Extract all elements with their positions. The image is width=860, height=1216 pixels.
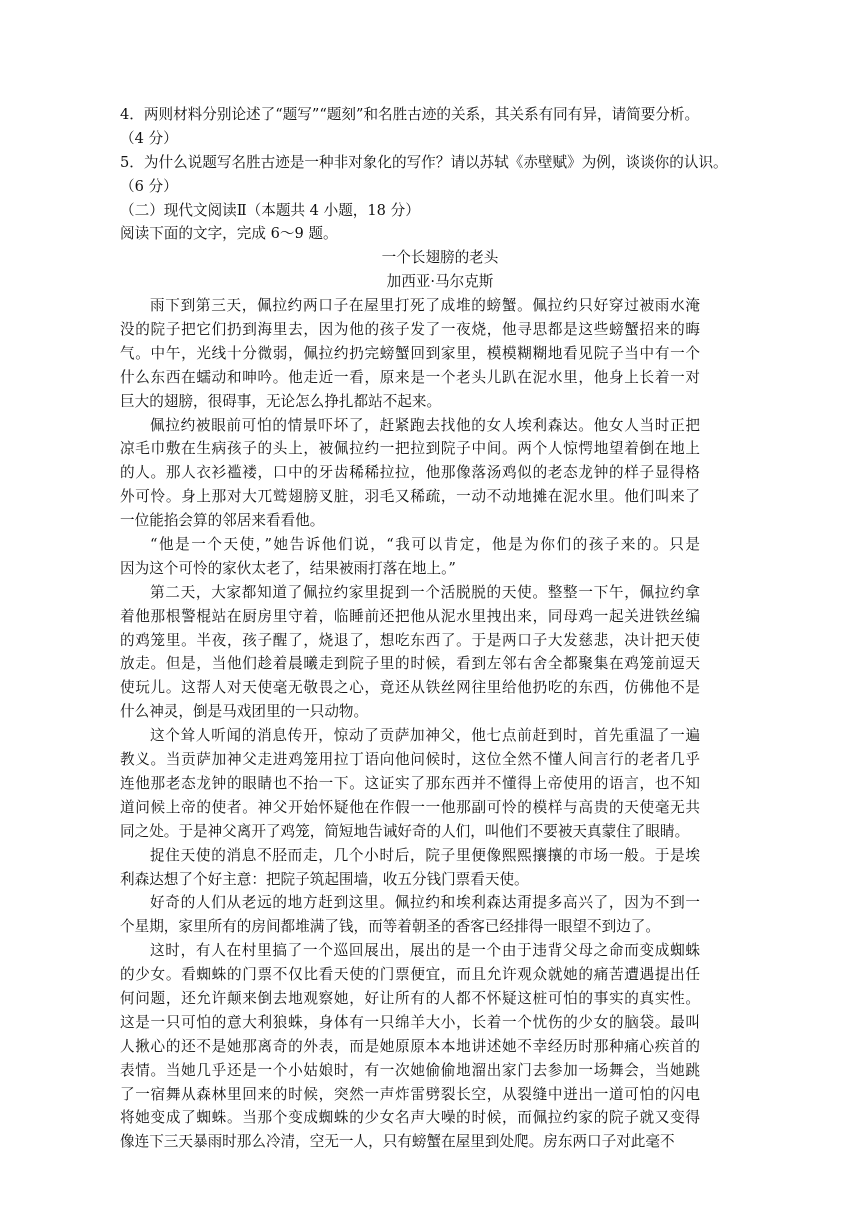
paragraph-line: 的鸡笼里。半夜，孩子醒了，烧退了，想吃东西了。于是两口子大发慈悲，决计把天使	[120, 631, 700, 649]
paragraph-line: 捉住天使的消息不胫而走，几个小时后，院子里便像熙熙攘攘的市场一般。于是埃	[150, 846, 700, 864]
paragraph-line: 的少女。看蜘蛛的门票不仅比看天使的门票便宜，而且允许观众就她的痛苦遭遇提出任	[120, 966, 700, 984]
paragraph-line: 巨大的翅膀，很碍事，无论怎么挣扎都站不起来。	[120, 392, 442, 410]
article-paragraph	[120, 533, 700, 581]
article-paragraph	[120, 581, 700, 724]
paragraph-line: 气。中午，光线十分微弱，佩拉约扔完螃蟹回到家里，模模糊糊地看见院子当中有一个	[120, 344, 700, 362]
article-title: 一个长翅膀的老头	[381, 249, 499, 267]
paragraph-line: 这是一只可怕的意大利狼蛛，身体有一只绵羊大小，长着一个忧伤的少女的脑袋。最叫	[120, 1013, 700, 1031]
question-4: 4．两则材料分别论述了“题写”“题刻”和名胜古迹的关系，其关系有同有异，请简要分析。	[120, 106, 700, 123]
section-instruction: 阅读下面的文字，完成 6～9 题。	[120, 225, 338, 243]
paragraph-line: 的人。那人衣衫褴褛，口中的牙齿稀稀拉拉，他那像落汤鸡似的老态龙钟的样子显得格	[120, 464, 700, 482]
paragraph-line: 道问候上帝的使者。神父开始怀疑他在作假一一他那副可怜的模样与高贵的天使毫无共	[120, 798, 700, 816]
paragraph-line: 外可怜。身上那对大兀鹫翅膀叉脏，羽毛又稀疏，一动不动地摊在泥水里。他们叫来了	[120, 488, 700, 506]
paragraph-line: 同之处。于是神父离开了鸡笼，简短地告诫好奇的人们，叫他们不要被天真蒙住了眼睛。	[120, 822, 690, 840]
paragraph-line: 佩拉约被眼前可怕的情景吓坏了，赶紧跑去找他的女人埃利森达。他女人当时正把	[150, 416, 700, 434]
article-author: 加西亚·马尔克斯	[386, 273, 494, 291]
article-body	[120, 294, 760, 1154]
paragraph-line: 表情。当她几乎还是一个小姑娘时，有一次她偷偷地溜出家门去参加一场舞会，当她跳	[120, 1061, 700, 1079]
paragraph-line: “他是一个天使，”她告诉他们说，“我可以肯定，他是为你们的孩子来的。只是	[150, 536, 700, 554]
paragraph-line: 一位能掐会算的邻居来看看他。	[120, 512, 325, 530]
paragraph-line: 了一宿舞从森林里回来的时候，突然一声炸雷劈裂长空，从裂缝中迸出一道可怕的闪电	[120, 1085, 700, 1103]
paragraph-line: 将她变成了蜘蛛。当那个变成蜘蛛的少女名声大噪的时候，而佩拉约家的院子就又变得	[120, 1109, 700, 1127]
paragraph-line: 何问题，还允许颠来倒去地观察她，好让所有的人都不怀疑这桩可怕的事实的真实性。	[120, 989, 700, 1007]
paragraph-line: 像连下三天暴雨时那么冷清，空无一人，只有螃蟹在屋里到处爬。房东两口子对此毫不	[120, 1133, 675, 1151]
paragraph-line: 连他那老态龙钟的眼睛也不抬一下。这证实了那东西并不懂得上帝使用的语言，也不知	[120, 774, 700, 792]
paragraph-line: 利森达想了个好主意：把院子筑起围墙，收五分钱门票看天使。	[120, 870, 529, 888]
article-paragraph	[120, 891, 700, 939]
paragraph-line: 雨下到第三天，佩拉约两口子在屋里打死了成堆的螃蟹。佩拉约只好穿过被雨水淹	[150, 297, 700, 315]
paragraph-line: 好奇的人们从老远的地方赶到这里。佩拉约和埃利森达甭提多高兴了，因为不到一	[150, 894, 700, 912]
paragraph-line: 使玩儿。这帮人对天使毫无敬畏之心，竟还从铁丝网往里给他扔吃的东西，仿佛他不是	[120, 679, 700, 697]
section-heading: （二）现代文阅读Ⅱ（本题共 4 小题，18 分）	[120, 201, 420, 219]
document-page	[120, 103, 760, 1154]
paragraph-line: 第二天，大家都知道了佩拉约家里捉到一个活脱脱的天使。整整一下午，佩拉约拿	[150, 583, 700, 601]
paragraph-line: 着他那根警棍站在厨房里守着，临睡前还把他从泥水里拽出来，同母鸡一起关进铁丝编	[120, 607, 700, 625]
article-paragraph	[120, 939, 700, 1154]
paragraph-line: 凉毛巾敷在生病孩子的头上，被佩拉约一把拉到院子中间。两个人惊愕地望着倒在地上	[120, 440, 700, 458]
question-5-score: （6 分）	[120, 177, 178, 195]
paragraph-line: 教义。当贡萨加神父走进鸡笼用拉丁语向他问候时，这位全然不懂人间言行的老者几乎	[120, 751, 700, 769]
paragraph-line: 什么神灵，倒是马戏团里的一只动物。	[120, 703, 369, 721]
article-paragraph	[120, 294, 700, 413]
paragraph-line: 放走。但是，当他们趁着晨曦走到院子里的时候，看到左邻右舍全都聚集在鸡笼前逗天	[120, 655, 700, 673]
paragraph-line: 什么东西在蠕动和呻吟。他走近一看，原来是一个老头儿趴在泥水里，他身上长着一对	[120, 368, 700, 386]
paragraph-line: 人揪心的还不是她那离奇的外表，而是她原原本本地讲述她不幸经历时那种痛心疾首的	[120, 1037, 700, 1055]
paragraph-line: 这个耸人听闻的消息传开，惊动了贡萨加神父，他七点前赶到时，首先重温了一遍	[150, 727, 700, 745]
paragraph-line: 没的院子把它们扔到海里去，因为他的孩子发了一夜烧，他寻思都是这些螃蟹招来的晦	[120, 321, 700, 339]
paragraph-line: 这时，有人在村里搞了一个巡回展出，展出的是一个由于违背父母之命而变成蜘蛛	[150, 942, 700, 960]
article-paragraph	[120, 724, 700, 843]
article-paragraph	[120, 844, 700, 892]
question-4-score: （4 分）	[120, 129, 178, 147]
paragraph-line: 个星期，家里所有的房间都堆满了钱，而等着朝圣的香客已经排得一眼望不到边了。	[120, 918, 660, 936]
paragraph-line: 因为这个可怜的家伙太老了，结果被雨打落在地上。”	[120, 559, 456, 577]
question-5: 5．为什么说题写名胜古迹是一种非对象化的写作？请以苏轼《赤壁赋》为例，谈谈你的认识。	[120, 153, 728, 171]
article-paragraph	[120, 414, 700, 533]
